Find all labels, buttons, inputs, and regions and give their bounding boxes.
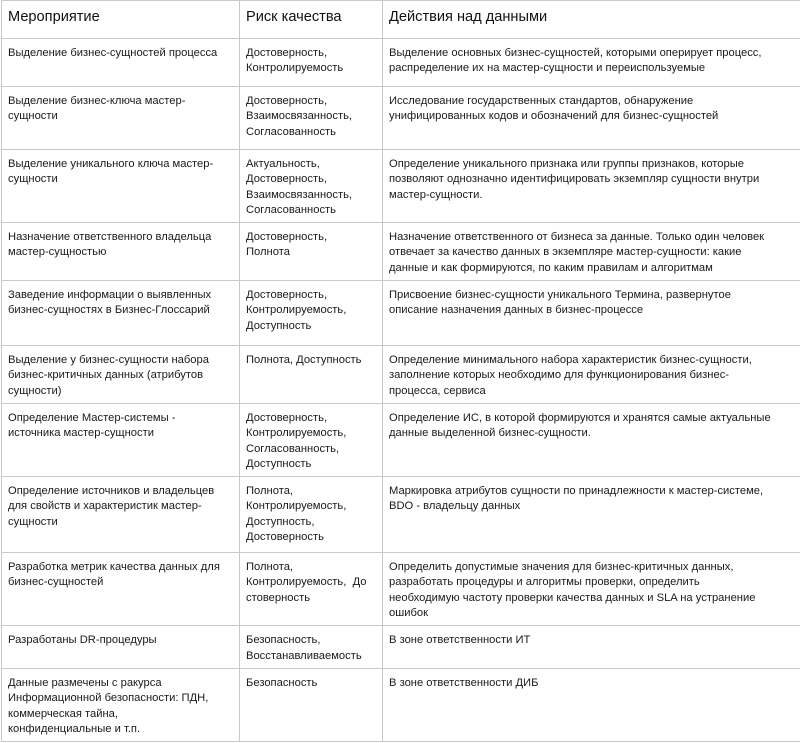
cell-line: Информационной безопасности: ПДН, [8,692,209,705]
cell-line: Полнота, [246,561,294,574]
table-row [2,668,800,741]
risk-cell [240,403,383,476]
cell-line: Достоверность, [246,47,328,59]
risk-cell [240,477,383,553]
cell-line: Достоверность, [246,231,328,244]
cell-line: Контролируемость, До [246,576,367,589]
cell-line: Выделение бизнес-ключа мастер- [8,95,186,107]
risk-cell [240,553,383,626]
cell-line: Присвоение бизнес-сущности уникального Термина, развернутое [389,289,731,302]
activity-cell [2,39,240,87]
data-quality-table [1,0,800,742]
cell-line: Исследование государственных стандартов, обнаружение [389,95,694,107]
cell-line: Безопасность, [246,634,321,647]
cell-line: конфиденциальные и т.п. [8,722,141,735]
cell-line: Определение источников и владельцев [8,485,215,498]
risk-cell [240,626,383,669]
cell-line: Разработаны DR-процедуры [8,634,157,647]
cell-line: сущности [8,173,58,186]
cell-line: Определение ИС, в которой формируются и хранятся самые актуальные [389,411,771,424]
table-row [2,477,800,553]
activity-cell [2,150,240,223]
activity-cell [2,281,240,346]
cell-line: для свойств и характеристик мастер- [8,500,202,513]
cell-line: унифицированных кодов и обозначений для бизнес-сущностей [389,110,719,123]
risk-cell [240,223,383,281]
cell-line: данные и как формируются, по каким правилам и алгоритмам [389,261,713,274]
cell-line: ошибок [389,607,428,620]
cell-line: Определение Мастер-системы - [8,411,176,424]
cell-line: источника мастер-сущности [8,427,154,440]
activity-cell [2,87,240,150]
risk-cell [240,87,383,150]
cell-line: Согласованность [246,125,336,138]
cell-line: Маркировка атрибутов сущности по принадлежности к мастер-системе, [389,485,764,498]
cell-line: Определить допустимые значения для бизнес-критичных данных, [389,561,734,574]
cell-line: Заведение информации о выявленных [8,289,212,302]
cell-line: Определение минимального набора характеристик бизнес-сущности, [389,354,752,367]
cell-line: Данные размечены с ракурса [8,676,162,689]
header-row [2,1,800,39]
cell-line: Достоверность [246,531,324,544]
actions-cell [383,281,800,346]
table-row [2,346,800,404]
actions-cell [383,553,800,626]
cell-line: Достоверность, [246,95,328,107]
actions-cell [383,87,800,150]
cell-line: Доступность [246,319,312,332]
actions-cell [383,150,800,223]
cell-line: Полнота [246,246,290,259]
table-row [2,403,800,476]
header-activity: Мероприятие [2,1,240,39]
actions-cell [383,403,800,476]
cell-line: Доступность, [246,515,315,528]
cell-line: Назначение ответственного от бизнеса за данные. Только один человек [389,231,765,244]
cell-line: описание назначения данных в бизнес-процессе [389,304,644,317]
cell-line: Достоверность, [246,173,328,186]
cell-line: сущности [8,515,58,528]
cell-line: бизнес-критичных данных (атрибутов [8,369,204,382]
header-data-actions: Действия над данными [383,1,800,39]
cell-line: бизнес-сущностях в Бизнес-Глоссарий [8,304,210,317]
activity-cell [2,346,240,404]
activity-cell [2,477,240,553]
actions-cell [383,223,800,281]
activity-cell [2,626,240,669]
cell-line: Восстанавливаемость [246,649,362,662]
cell-line: заполнение которых необходимо для функционирования бизнес- [389,369,730,382]
cell-line: BDO - владельцу данных [389,500,521,513]
cell-line: бизнес-сущностей [8,576,104,589]
cell-line: Согласованность, [246,442,340,455]
activity-cell [2,553,240,626]
actions-cell [383,39,800,87]
cell-line: данные выделенной бизнес-сущности. [389,427,591,440]
cell-line: Назначение ответственного владельца [8,231,212,244]
cell-line: стоверность [246,591,311,604]
risk-cell [240,668,383,741]
cell-line: Контролируемость, [246,304,347,317]
cell-line: распределение их на мастер-сущности и переиспользуемые [389,62,706,75]
cell-line: В зоне ответственности ДИБ [389,676,539,689]
cell-line: сущности [8,110,58,123]
actions-cell [383,477,800,553]
cell-line: Безопасность [246,676,318,689]
cell-line: Взаимосвязанность, [246,110,353,123]
cell-line: мастер-сущности. [389,188,483,201]
cell-line: Контролируемость, [246,500,347,513]
cell-line: В зоне ответственности ИТ [389,634,531,647]
actions-cell [383,668,800,741]
cell-line: Выделение бизнес-сущностей процесса [8,47,218,59]
actions-cell [383,626,800,669]
table-row [2,223,800,281]
cell-line: необходимую частоту проверки качества данных и SLA на устранение [389,591,756,604]
cell-line: Согласованность [246,203,336,216]
header-quality-risk: Риск качества [240,1,383,39]
risk-cell [240,346,383,404]
activity-cell [2,223,240,281]
table-row [2,150,800,223]
cell-line: Разработка метрик качества данных для [8,561,220,574]
table-row [2,281,800,346]
cell-line: Определение уникального признака или группы признаков, которые [389,158,745,170]
activity-cell [2,668,240,741]
cell-line: Выделение основных бизнес-сущностей, которыми оперирует процесс, [389,47,762,59]
cell-line: Полнота, [246,485,294,498]
cell-line: Взаимосвязанность, [246,188,353,201]
activity-cell [2,403,240,476]
cell-line: Выделение у бизнес-сущности набора [8,354,209,367]
table-row [2,553,800,626]
cell-line: Контролируемость, [246,427,347,440]
cell-line: Полнота, Доступность [246,354,362,367]
cell-line: Выделение уникального ключа мастер- [8,158,214,170]
risk-cell [240,150,383,223]
cell-line: Контролируемость [246,62,344,75]
risk-cell [240,39,383,87]
table-row [2,626,800,669]
risk-cell [240,281,383,346]
cell-line: Достоверность, [246,289,328,302]
cell-line: сущности) [8,384,62,397]
cell-line: мастер-сущностью [8,246,107,259]
actions-cell [383,346,800,404]
cell-line: Актуальность, [246,158,320,170]
cell-line: процесса, сервиса [389,384,486,397]
cell-line: коммерческая тайна, [8,707,118,720]
cell-line: Доступность [246,457,312,470]
table-row [2,39,800,87]
cell-line: Достоверность, [246,411,328,424]
cell-line: позволяют однозначно идентифицировать экземпляр сущности внутри [389,173,760,186]
cell-line: разработать процедуры и алгоритмы проверки, определить [389,576,700,589]
table-row [2,87,800,150]
cell-line: отвечает за качество данных в экземпляре мастер-сущности: какие [389,246,742,259]
